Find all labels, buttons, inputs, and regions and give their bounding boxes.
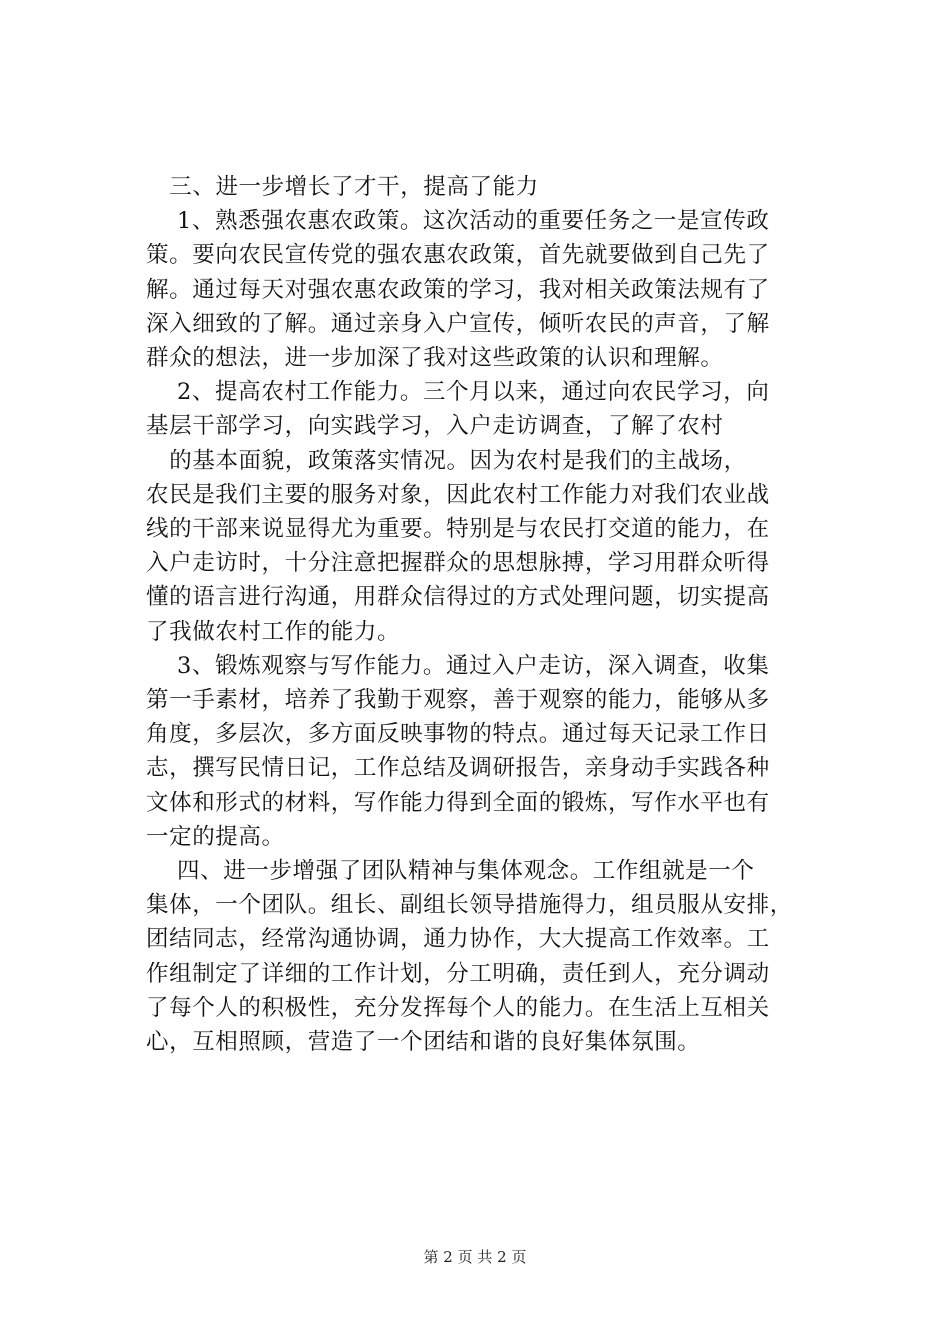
- paragraph-line: 解。通过每天对强农惠农政策的学习，我对相关政策法规有了: [146, 276, 770, 303]
- paragraph-line: 入户走访时，十分注意把握群众的思想脉搏，学习用群众听得: [146, 550, 770, 577]
- paragraph-line: 志，撰写民情日记，工作总结及调研报告，亲身动手实践各种: [146, 755, 770, 782]
- paragraph-line: 深入细致的了解。通过亲身入户宣传，倾听农民的声音，了解: [146, 310, 770, 337]
- paragraph-line: 线的干部来说显得尤为重要。特别是与农民打交道的能力，在: [146, 516, 770, 543]
- paragraph-line: 心，互相照顾，营造了一个团结和谐的良好集体氛围。: [146, 1029, 701, 1056]
- paragraph-line: 团结同志，经常沟通协调，通力协作，大大提高工作效率。工: [146, 926, 770, 953]
- paragraph-line: 3、锻炼观察与写作能力。通过入户走访，深入调查，收集: [146, 652, 770, 679]
- paragraph-line: 一定的提高。: [146, 823, 285, 850]
- paragraph-line: 懂的语言进行沟通，用群众信得过的方式处理问题，切实提高: [146, 584, 770, 611]
- body-text: [146, 170, 836, 1059]
- paragraph-line: 群众的想法，进一步加深了我对这些政策的认识和理解。: [146, 345, 724, 372]
- paragraph-line: 基层干部学习，向实践学习，入户走访调查，了解了农村: [146, 413, 724, 440]
- paragraph-line: 的基本面貌，政策落实情况。因为农村是我们的主战场，: [146, 447, 747, 474]
- section-heading-4: 四、进一步增强了团队精神与集体观念。工作组就是一个: [146, 858, 755, 885]
- paragraph-line: 集体，一个团队。组长、副组长领导措施得力，组员服从安排，: [146, 892, 793, 919]
- paragraph-line: 第一手素材，培养了我勤于观察，善于观察的能力，能够从多: [146, 687, 770, 714]
- paragraph-line: 文体和形式的材料，写作能力得到全面的锻炼，写作水平也有: [146, 789, 770, 816]
- paragraph-line: 1、熟悉强农惠农政策。这次活动的重要任务之一是宣传政: [146, 208, 770, 235]
- paragraph-line: 作组制定了详细的工作计划，分工明确，责任到人，充分调动: [146, 960, 770, 987]
- paragraph-line: 角度，多层次，多方面反映事物的特点。通过每天记录工作日: [146, 721, 770, 748]
- paragraph-line: 了我做农村工作的能力。: [146, 618, 401, 645]
- paragraph-line: 农民是我们主要的服务对象，因此农村工作能力对我们农业战: [146, 481, 770, 508]
- section-heading-3: 三、进一步增长了才干，提高了能力: [146, 174, 539, 200]
- paragraph-line: 策。要向农民宣传党的强农惠农政策，首先就要做到自己先了: [146, 242, 770, 269]
- paragraph-line: 2、提高农村工作能力。三个月以来，通过向农民学习，向: [146, 379, 770, 406]
- page-number-footer: 第 2 页 共 2 页: [423, 1248, 527, 1266]
- paragraph-line: 了每个人的积极性，充分发挥每个人的能力。在生活上互相关: [146, 994, 770, 1021]
